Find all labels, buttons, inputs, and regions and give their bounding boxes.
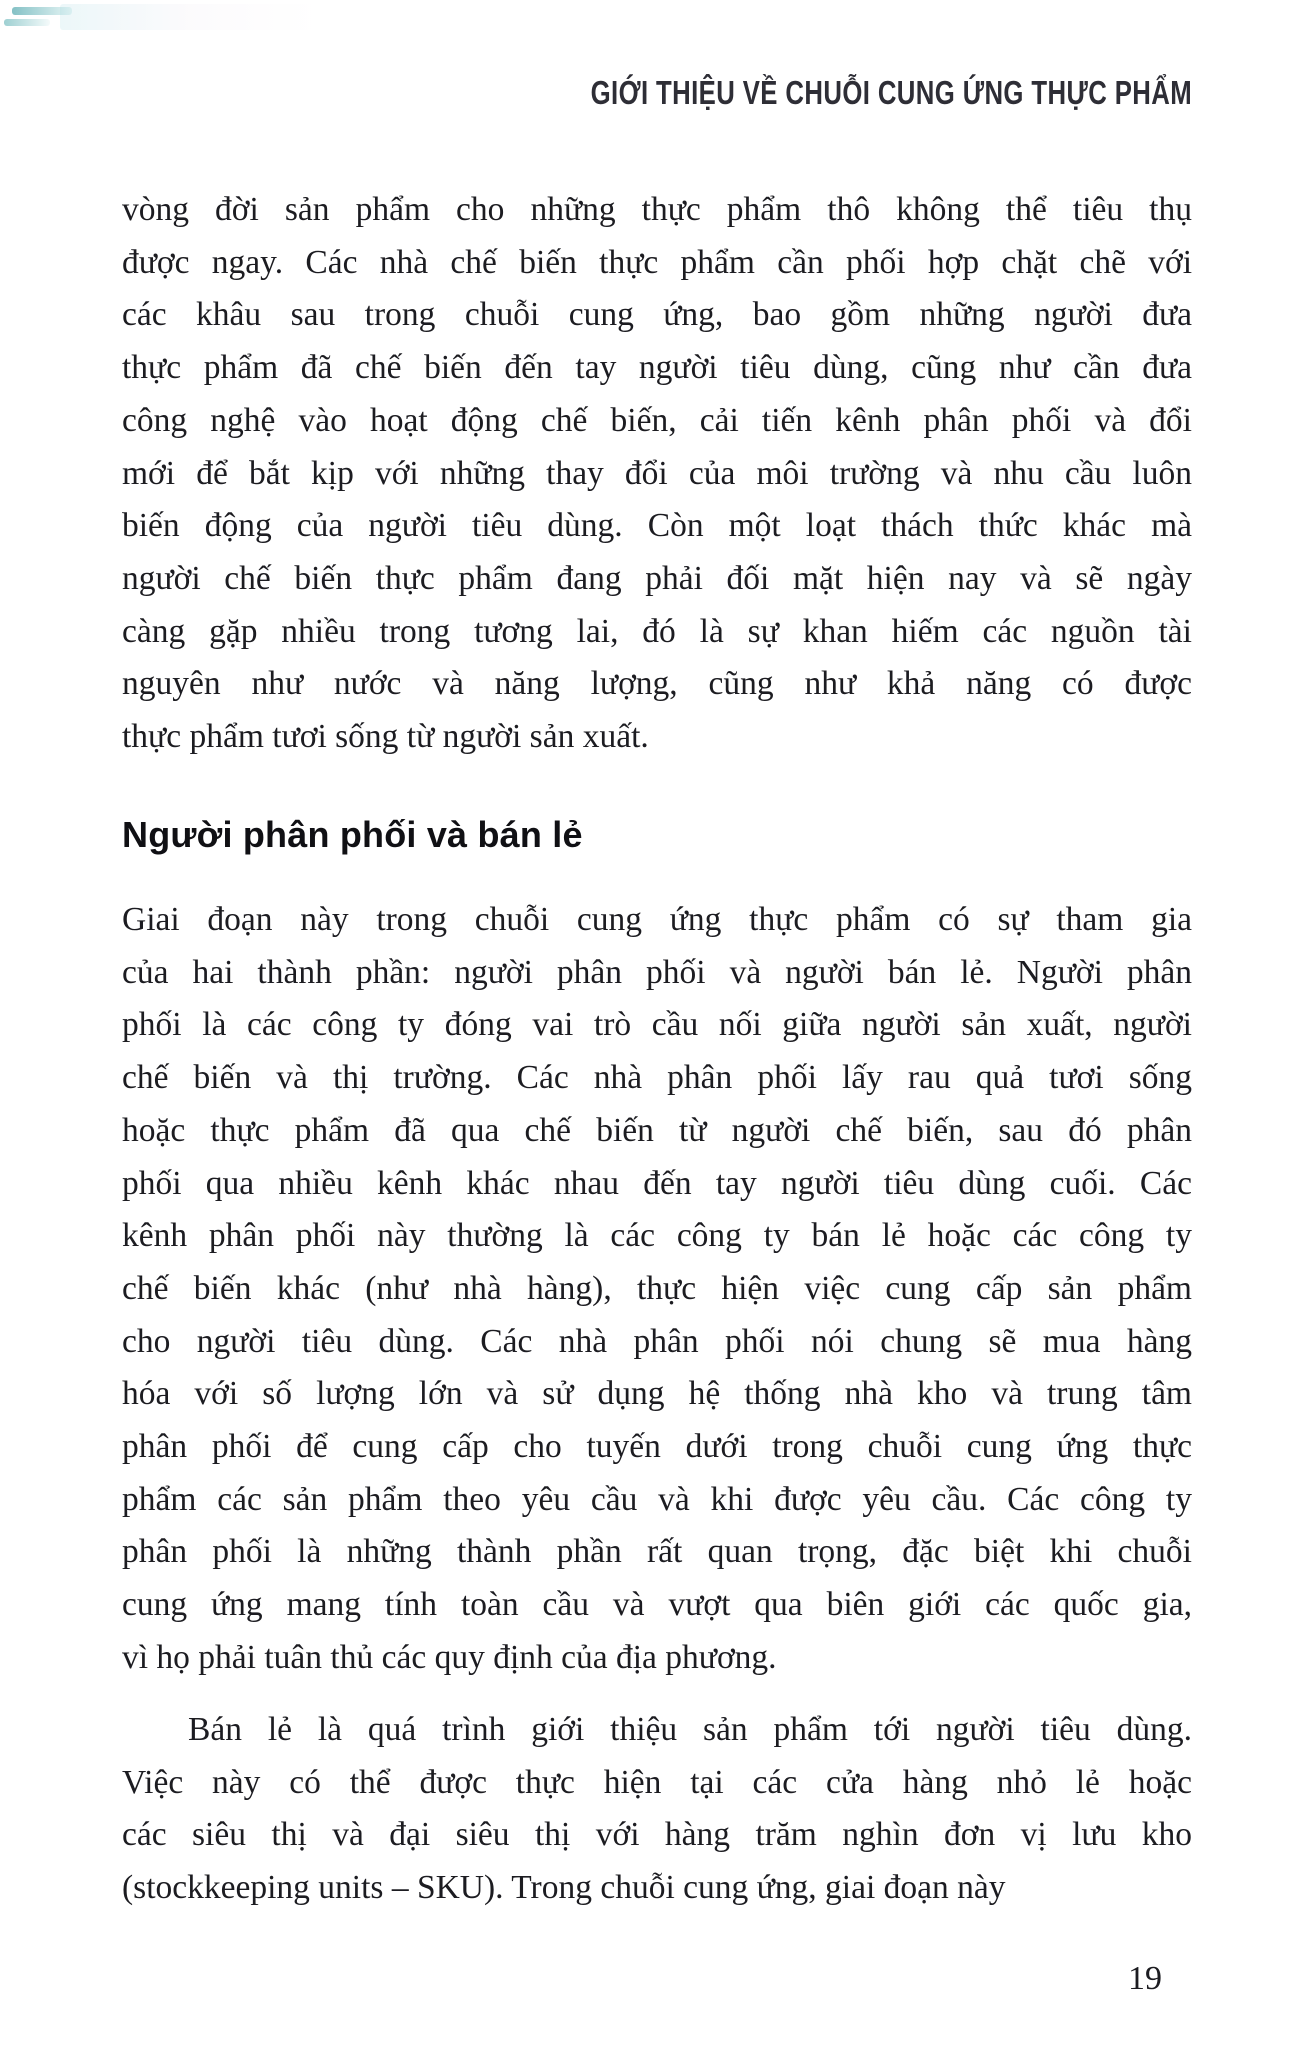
text-line: mới để bắt kịp với những thay đổi của môi trường và nhu cầu luôn — [122, 454, 1192, 492]
text-line: Bán lẻ là quá trình giới thiệu sản phẩm tới người tiêu dùng. — [188, 1711, 1192, 1748]
text-line: Việc này có thể được thực hiện tại các cửa hàng nhỏ lẻ hoặc — [122, 1763, 1192, 1801]
text-line: (stockkeeping units – SKU). Trong chuỗi cung ứng, giai đoạn này — [122, 1869, 1006, 1907]
text-line: phân phối là những thành phần rất quan trọng, đặc biệt khi chuỗi — [122, 1533, 1192, 1571]
text-line: kênh phân phối này thường là các công ty bán lẻ hoặc các công ty — [122, 1217, 1192, 1255]
text-line: được ngay. Các nhà chế biến thực phẩm cần phối hợp chặt chẽ với — [122, 243, 1192, 281]
text-line: công nghệ vào hoạt động chế biến, cải tiến kênh phân phối và đổi — [122, 401, 1192, 439]
text-line: người chế biến thực phẩm đang phải đối mặt hiện nay và sẽ ngày — [122, 559, 1192, 597]
text-line: cung ứng mang tính toàn cầu và vượt qua biên giới các quốc gia, — [122, 1586, 1192, 1624]
text-line: các khâu sau trong chuỗi cung ứng, bao gồm những người đưa — [122, 296, 1192, 334]
text-line: chế biến và thị trường. Các nhà phân phối lấy rau quả tươi sống — [122, 1059, 1192, 1097]
paragraph — [122, 184, 1192, 764]
scan-artifact — [4, 19, 50, 26]
text-line: của hai thành phần: người phân phối và người bán lẻ. Người phân — [122, 953, 1192, 991]
text-line: vì họ phải tuân thủ các quy định của địa phương. — [122, 1638, 777, 1676]
text-line: phối là các công ty đóng vai trò cầu nối giữa người sản xuất, người — [122, 1006, 1192, 1044]
paragraph — [122, 1704, 1192, 1915]
scan-artifact — [60, 4, 320, 30]
text-line: phân phối để cung cấp cho tuyến dưới trong chuỗi cung ứng thực — [122, 1428, 1192, 1466]
section-heading: Người phân phối và bán lẻ — [122, 814, 583, 855]
text-line: biến động của người tiêu dùng. Còn một loạt thách thức khác mà — [122, 507, 1192, 545]
text-line: hóa với số lượng lớn và sử dụng hệ thống nhà kho và trung tâm — [122, 1375, 1192, 1413]
text-line: Giai đoạn này trong chuỗi cung ứng thực phẩm có sự tham gia — [122, 901, 1192, 938]
text-line: hoặc thực phẩm đã qua chế biến từ người chế biến, sau đó phân — [122, 1111, 1192, 1149]
running-head: GIỚI THIỆU VỀ CHUỖI CUNG ỨNG THỰC PHẨM — [590, 74, 1192, 111]
text-line: vòng đời sản phẩm cho những thực phẩm thô không thể tiêu thụ — [122, 191, 1192, 228]
text-line: nguyên như nước và năng lượng, cũng như khả năng có được — [122, 665, 1192, 703]
text-line: thực phẩm tươi sống từ người sản xuất. — [122, 718, 649, 756]
text-line: chế biến khác (như nhà hàng), thực hiện việc cung cấp sản phẩm — [122, 1269, 1192, 1307]
paragraph — [122, 894, 1192, 1685]
text-line: thực phẩm đã chế biến đến tay người tiêu dùng, cũng như cần đưa — [122, 349, 1192, 387]
page-number: 19 — [1128, 1960, 1162, 1997]
text-line: cho người tiêu dùng. Các nhà phân phối nói chung sẽ mua hàng — [122, 1322, 1192, 1360]
text-line: phối qua nhiều kênh khác nhau đến tay người tiêu dùng cuối. Các — [122, 1164, 1192, 1202]
text-line: càng gặp nhiều trong tương lai, đó là sự khan hiếm các nguồn tài — [122, 612, 1192, 650]
text-line: các siêu thị và đại siêu thị với hàng trăm nghìn đơn vị lưu kho — [122, 1816, 1192, 1854]
text-line: phẩm các sản phẩm theo yêu cầu và khi được yêu cầu. Các công ty — [122, 1480, 1192, 1518]
